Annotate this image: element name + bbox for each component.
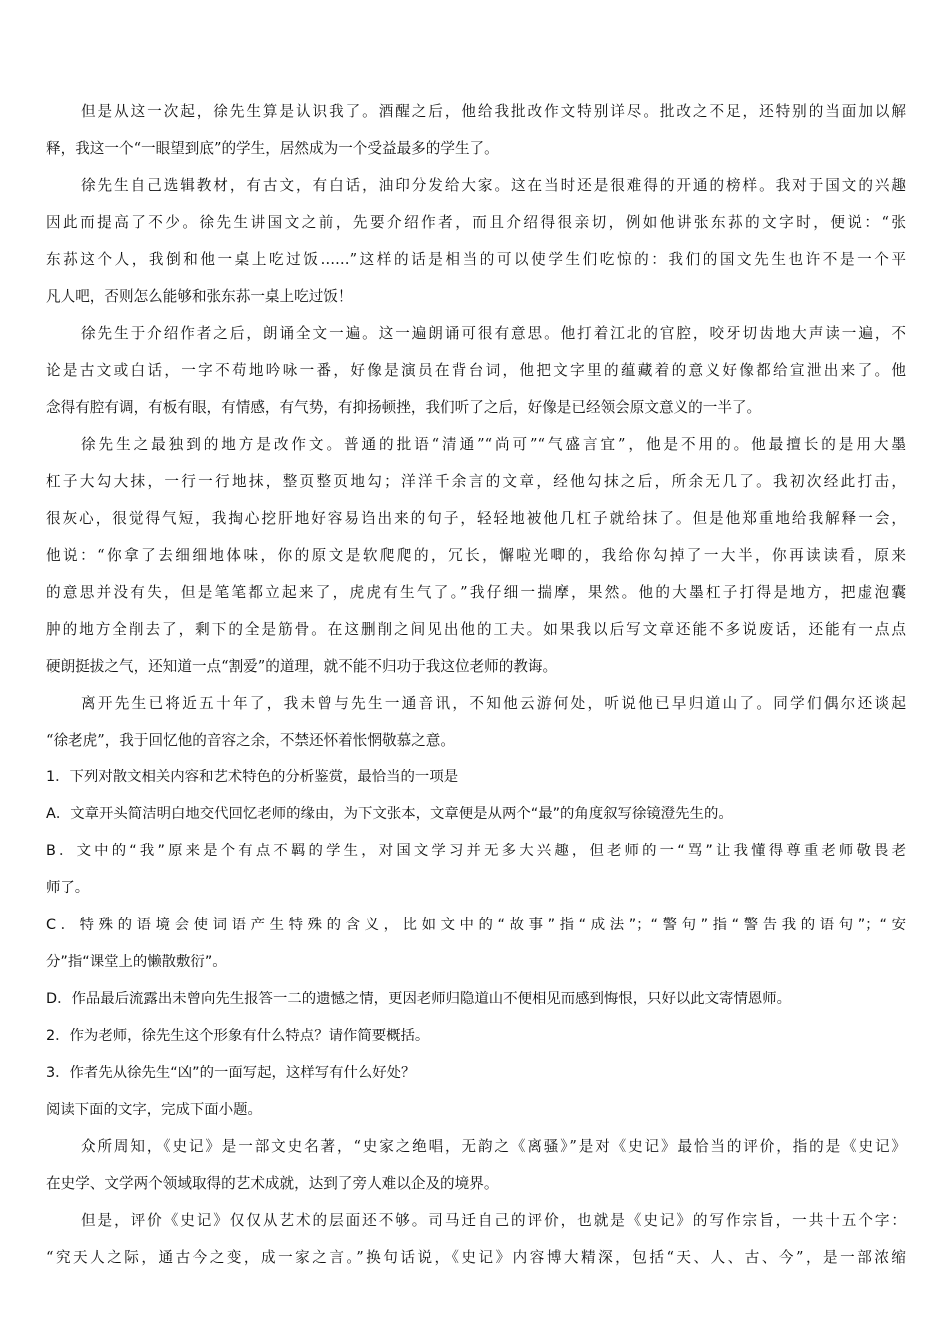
paragraph-line: 论是古文或白话，一字不苟地吟咏一番，好像是演员在背台词，他把文字里的蕴藏着的意义好像都给宣泄出来了。他 bbox=[46, 362, 906, 379]
option-c-continued: 分”指“课堂上的懒散敷衍”。 bbox=[46, 954, 227, 970]
paragraph-line: 徐先生自己选辑教材，有古文，有白话，油印分发给大家。这在当时还是很难得的开通的榜样。我对于国文的兴趣 bbox=[81, 177, 906, 194]
paragraph-line: 念得有腔有调，有板有眼，有情感，有气势，有抑扬顿挫，我们听了之后，好像是已经领会原文意义的一半了。 bbox=[46, 399, 762, 416]
question-2: 2．作为老师，徐先生这个形象有什么特点？请作简要概括。 bbox=[46, 1028, 430, 1044]
paragraph-line: 的意思并没有失，但是笔笔都立起来了，虎虎有生气了。”我仔细一揣摩，果然。他的大墨杠子打得是地方，把虚泡囊 bbox=[46, 584, 906, 601]
paragraph-line: 徐先生之最独到的地方是改作文。普通的批语“清通”“尚可”“气盛言宜”，他是不用的。他最擅长的是用大墨 bbox=[81, 436, 906, 453]
option-a: A．文章开头简洁明白地交代回忆老师的缘由，为下文张本，文章便是从两个“最”的角度叙写徐镜澄先生的。 bbox=[46, 806, 733, 822]
paragraph-line: 肿的地方全削去了，剩下的全是筋骨。在这删削之间见出他的工夫。如果我以后写文章还能不多说废话，还能有一点点 bbox=[46, 621, 906, 638]
paragraph-line: 徐先生于介绍作者之后，朗诵全文一遍。这一遍朗诵可很有意思。他打着江北的官腔，咬牙切齿地大声读一遍，不 bbox=[81, 325, 906, 342]
paragraph-line: 东荪这个人，我倒和他一桌上吃过饭……”这样的话是相当的可以使学生们吃惊的：我们的国文先生也许不是一个平 bbox=[46, 251, 906, 268]
paragraph-line: 很灰心，很觉得气短，我掏心挖肝地好容易诌出来的句子，轻轻地被他几杠子就给抹了。但是他郑重地给我解释一会， bbox=[46, 510, 906, 527]
paragraph-line: 但是从这一次起，徐先生算是认识我了。酒醒之后，他给我批改作文特别详尽。批改之不足，还特别的当面加以解 bbox=[81, 103, 906, 120]
question-3: 3．作者先从徐先生“凶”的一面写起，这样写有什么好处？ bbox=[46, 1065, 416, 1081]
paragraph-line: 杠子大勾大抹，一行一行地抹，整页整页地勾；洋洋千余言的文章，经他勾抹之后，所余无几了。我初次经此打击， bbox=[46, 473, 906, 490]
paragraph-line: 因此而提高了不少。徐先生讲国文之前，先要介绍作者，而且介绍得很亲切，例如他讲张东荪的文字时，便说：“张 bbox=[46, 214, 906, 231]
paragraph-line: 离开先生已将近五十年了，我未曾与先生一通音讯，不知他云游何处，听说他已早归道山了。同学们偶尔还谈起 bbox=[81, 695, 906, 712]
question-1-stem: 1．下列对散文相关内容和艺术特色的分析鉴赏，最恰当的一项是 bbox=[46, 769, 459, 785]
paragraph-line: 硬朗挺拔之气，还知道一点“割爱”的道理，就不能不归功于我这位老师的教诲。 bbox=[46, 658, 558, 675]
option-b-continued: 师了。 bbox=[46, 880, 90, 896]
option-d: D．作品最后流露出未曾向先生报答一二的遗憾之情，更因老师归隐道山不便相见而感到悔恨，只好以此文寄情恩师。 bbox=[46, 991, 792, 1007]
paragraph-line: 但是，评价《史记》仅仅从艺术的层面还不够。司马迁自己的评价，也就是《史记》的写作宗旨，一共十五个字： bbox=[81, 1212, 906, 1229]
paragraph-line: 众所周知，《史记》是一部文史名著，“史家之绝唱，无韵之《离骚》”是对《史记》最恰当的评价，指的是《史记》 bbox=[81, 1138, 906, 1155]
paragraph-line: 凡人吧，否则怎么能够和张东荪一桌上吃过饭！ bbox=[46, 288, 353, 305]
paragraph-line: “究天人之际，通古今之变，成一家之言。”换句话说，《史记》内容博大精深，包括“天、人、古、今”，是一部浓缩 bbox=[46, 1249, 906, 1266]
option-b: B．文中的“我”原来是个有点不羁的学生，对国文学习并无多大兴趣，但老师的一“骂”让我懂得尊重老师敬畏老 bbox=[46, 843, 906, 859]
paragraph-line: 在史学、文学两个领域取得的艺术成就，达到了旁人难以企及的境界。 bbox=[46, 1175, 499, 1192]
paragraph-line: “徐老虎”，我于回忆他的音容之余，不禁还怀着怅惘敬慕之意。 bbox=[46, 732, 455, 749]
paragraph-line: 释，我这一个“一眼望到底”的学生，居然成为一个受益最多的学生了。 bbox=[46, 140, 499, 157]
reading-instruction: 阅读下面的文字，完成下面小题。 bbox=[46, 1102, 262, 1118]
option-c: C．特殊的语境会使词语产生特殊的含义，比如文中的“故事”指“成法”；“警句”指“警告我的语句”；“安 bbox=[46, 917, 906, 933]
paragraph-line: 他说：“你拿了去细细地体味，你的原文是软爬爬的，冗长，懈啦光唧的，我给你勾掉了一大半，你再读读看，原来 bbox=[46, 547, 906, 564]
